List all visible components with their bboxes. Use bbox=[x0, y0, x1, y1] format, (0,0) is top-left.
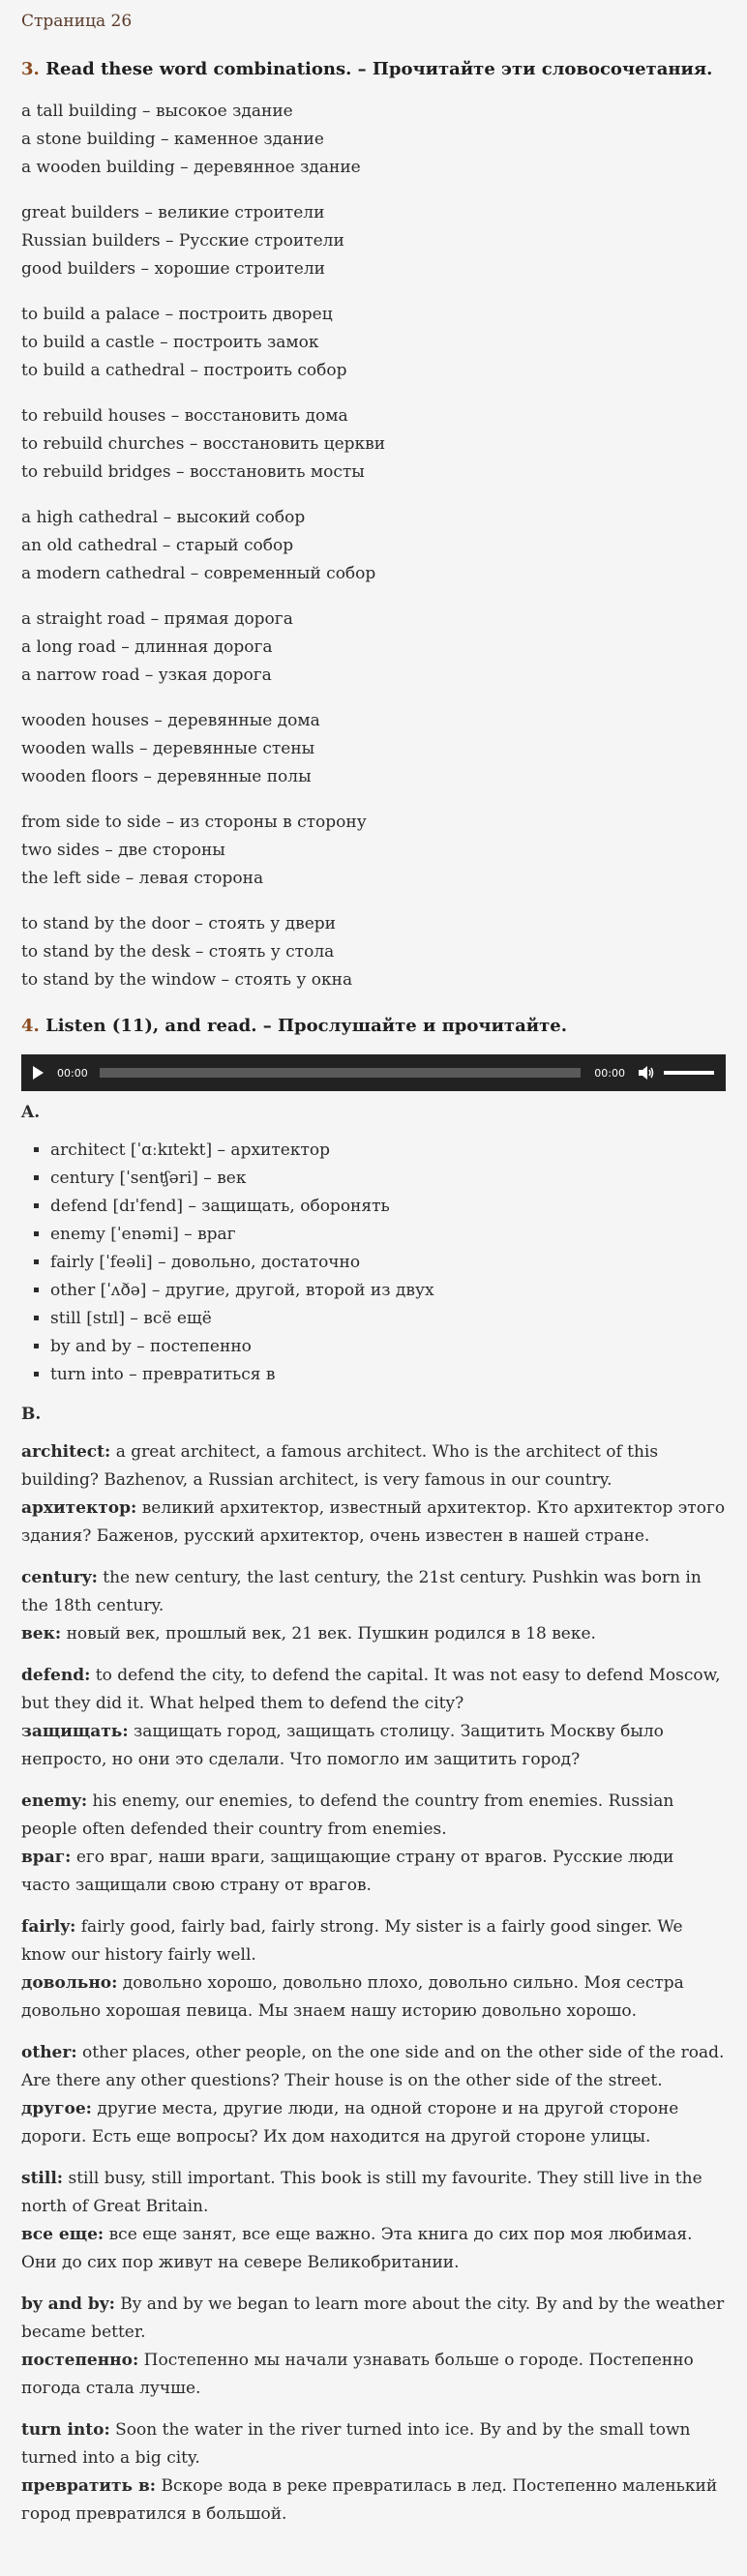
entry-text: By and by we began to learn more about the city. By and by the weather became better. bbox=[21, 2295, 725, 2342]
word-combination: to rebuild churches – восстановить церкви bbox=[21, 434, 386, 454]
entry-term: век: bbox=[21, 1624, 62, 1643]
word-combination: a modern cathedral – современный собор bbox=[21, 564, 376, 583]
russian-example bbox=[21, 1620, 726, 1648]
page-label: Страница 26 bbox=[21, 12, 133, 31]
vocabulary-entry bbox=[21, 1913, 726, 2026]
entry-text: все еще занят, все еще важно. Эта книга до сих пор моя любимая. Они до сих пор живут на севере Великобритании. bbox=[21, 2225, 693, 2272]
entry-text: fairly good, fairly bad, fairly strong. My sister is a fairly good singer. We know our history fairly well. bbox=[21, 1917, 683, 1965]
part-b-label: B. bbox=[21, 1405, 42, 1424]
entry-text: великий архитектор, известный архитектор. Кто архитектор этого здания? Баженов, русский архитектор, очень известен в нашей стране. bbox=[21, 1498, 726, 1546]
word-combination: two sides – две стороны bbox=[21, 841, 225, 860]
word-group bbox=[21, 199, 726, 283]
entry-text: to defend the city, to defend the capital. It was not easy to defend Moscow, but they did it. What helped them to defend the city? bbox=[21, 1666, 721, 1713]
entry-text: the new century, the last century, the 21st century. Pushkin was born in the 18th century. bbox=[21, 1568, 702, 1615]
vocabulary-entry bbox=[21, 1438, 726, 1551]
entry-term: architect: bbox=[21, 1442, 111, 1462]
word-combination: wooden floors – деревянные полы bbox=[21, 767, 312, 786]
entry-text: его враг, наши враги, защищающие страну от врагов. Русские люди часто защищали свою страну от врагов. bbox=[21, 1848, 674, 1895]
entry-term: enemy: bbox=[21, 1791, 88, 1811]
vocabulary-entry bbox=[21, 2165, 726, 2277]
word-combination: the left side – левая сторона bbox=[21, 869, 264, 888]
word-combination: to stand by the desk – стоять у стола bbox=[21, 942, 335, 962]
word-group bbox=[21, 402, 726, 487]
word-group bbox=[21, 707, 726, 791]
progress-slider[interactable] bbox=[100, 1068, 582, 1078]
entry-text: довольно хорошо, довольно плохо, довольно сильно. Моя сестра довольно хорошая певица. Мы знаем нашу историю довольно хорошо. bbox=[21, 1973, 684, 2021]
entry-text: a great architect, a famous architect. Who is the architect of this building? Bazhenov, a Russian architect, is very famous in our country. bbox=[21, 1442, 659, 1490]
word-combination: to build a castle – построить замок bbox=[21, 333, 319, 352]
word-combination: a narrow road – узкая дорога bbox=[21, 666, 272, 685]
word-combination: to stand by the door – стоять у двери bbox=[21, 914, 336, 933]
entry-term: by and by: bbox=[21, 2295, 115, 2314]
word-combination: great builders – великие строители bbox=[21, 203, 325, 222]
entry-term: довольно: bbox=[21, 1973, 118, 1993]
vocabulary-entry bbox=[21, 2039, 726, 2151]
word-combination: a tall building – высокое здание bbox=[21, 102, 293, 121]
entry-text: новый век, прошлый век, 21 век. Пушкин родился в 18 веке. bbox=[61, 1624, 596, 1643]
word-group bbox=[21, 606, 726, 690]
word-combination: wooden houses – деревянные дома bbox=[21, 711, 320, 730]
entry-term: архитектор: bbox=[21, 1498, 137, 1518]
section-3-heading bbox=[21, 55, 726, 84]
list-item: ▪ defend [dɪˈfend] – защищать, оборонять bbox=[50, 1193, 726, 1221]
entry-text: his enemy, our enemies, to defend the country from enemies. Russian people often defended their country from enemies. bbox=[21, 1791, 674, 1839]
entry-term: превратить в: bbox=[21, 2476, 157, 2496]
word-combination: good builders – хорошие строители bbox=[21, 259, 325, 279]
list-item: ▪ architect [ˈɑːkɪtekt] – архитектор bbox=[50, 1137, 726, 1165]
audio-player bbox=[21, 1054, 726, 1091]
entry-text: Постепенно мы начали узнавать больше о городе. Постепенно погода стала лучше. bbox=[21, 2351, 694, 2398]
english-example bbox=[21, 1438, 726, 1495]
word-combination: wooden walls – деревянные стены bbox=[21, 739, 315, 758]
word-combination: a wooden building – деревянное здание bbox=[21, 158, 361, 177]
entry-term: still: bbox=[21, 2169, 64, 2188]
play-icon[interactable] bbox=[33, 1066, 44, 1080]
volume-icon[interactable] bbox=[639, 1066, 654, 1080]
word-combination: to build a palace – построить дворец bbox=[21, 305, 333, 324]
entry-text: still busy, still important. This book is still my favourite. They still live in the north of Great Britain. bbox=[21, 2169, 702, 2216]
english-example bbox=[21, 1788, 726, 1844]
entry-term: defend: bbox=[21, 1666, 91, 1685]
section-title: Listen (11), and read. – Прослушайте и прочитайте. bbox=[39, 1016, 567, 1036]
word-combination: a high cathedral – высокий собор bbox=[21, 508, 306, 527]
entry-term: постепенно: bbox=[21, 2351, 139, 2370]
vocabulary-entry bbox=[21, 2416, 726, 2529]
entry-term: century: bbox=[21, 1568, 98, 1587]
vocabulary-entry bbox=[21, 1564, 726, 1648]
volume-slider[interactable] bbox=[664, 1071, 714, 1075]
list-item: ▪ turn into – превратиться в bbox=[50, 1361, 726, 1389]
list-item: ▪ still [stɪl] – всё ещё bbox=[50, 1305, 726, 1333]
part-a-label: A. bbox=[21, 1103, 41, 1122]
russian-example bbox=[21, 1495, 726, 1551]
vocabulary-list bbox=[21, 1137, 726, 1389]
section-number: 4. bbox=[21, 1016, 40, 1036]
english-example bbox=[21, 1913, 726, 1969]
word-combination: to stand by the window – стоять у окна bbox=[21, 970, 353, 990]
entry-term: все еще: bbox=[21, 2225, 105, 2244]
entry-text: Вскоре вода в реке превратилась в лед. Постепенно маленький город превратился в большой. bbox=[21, 2476, 718, 2524]
english-example bbox=[21, 2165, 726, 2221]
vocabulary-entry bbox=[21, 1662, 726, 1774]
list-item: ▪ enemy [ˈenəmi] – враг bbox=[50, 1221, 726, 1249]
word-group bbox=[21, 910, 726, 994]
english-example bbox=[21, 2416, 726, 2472]
list-item: ▪ century [ˈsenʧəri] – век bbox=[50, 1165, 726, 1193]
word-combination-groups bbox=[21, 98, 726, 994]
word-combination: to build a cathedral – построить собор bbox=[21, 361, 347, 380]
vocabulary-entry bbox=[21, 2291, 726, 2403]
word-combination: a straight road – прямая дорога bbox=[21, 609, 293, 629]
russian-example bbox=[21, 2347, 726, 2403]
russian-example bbox=[21, 1718, 726, 1774]
entry-term: другое: bbox=[21, 2099, 92, 2118]
word-group bbox=[21, 301, 726, 385]
word-group bbox=[21, 504, 726, 588]
word-combination: an old cathedral – старый собор bbox=[21, 536, 294, 555]
entry-term: защищать: bbox=[21, 1722, 129, 1741]
russian-example bbox=[21, 1969, 726, 2026]
english-example bbox=[21, 1662, 726, 1718]
list-item: ▪ by and by – постепенно bbox=[50, 1333, 726, 1361]
word-combination: to rebuild bridges – восстановить мосты bbox=[21, 462, 365, 482]
entry-term: fairly: bbox=[21, 1917, 76, 1937]
russian-example bbox=[21, 2472, 726, 2529]
russian-example bbox=[21, 2221, 726, 2277]
entry-text: Soon the water in the river turned into ice. By and by the small town turned into a big city. bbox=[21, 2420, 691, 2468]
word-group bbox=[21, 809, 726, 893]
word-group bbox=[21, 98, 726, 182]
list-item: ▪ other [ˈʌðə] – другие, другой, второй из двух bbox=[50, 1277, 726, 1305]
english-example bbox=[21, 2039, 726, 2095]
russian-example bbox=[21, 2095, 726, 2151]
english-example bbox=[21, 1564, 726, 1620]
word-combination: a stone building – каменное здание bbox=[21, 130, 324, 149]
section-number: 3. bbox=[21, 59, 40, 79]
word-combination: to rebuild houses – восстановить дома bbox=[21, 406, 348, 426]
english-example bbox=[21, 2291, 726, 2347]
entry-text: other places, other people, on the one side and on the other side of the road. Are there any other questions? Their house is on the other side of the street. bbox=[21, 2043, 725, 2090]
current-time: 00:00 bbox=[57, 1066, 88, 1080]
vocabulary-entry bbox=[21, 1788, 726, 1900]
entry-term: враг: bbox=[21, 1848, 72, 1867]
word-combination: Russian builders – Русские строители bbox=[21, 231, 344, 251]
entry-text: защищать город, защищать столицу. Защитить Москву было непросто, но они это сделали. Что помогло им защитить город? bbox=[21, 1722, 664, 1769]
entry-term: other: bbox=[21, 2043, 77, 2062]
word-combination: from side to side – из стороны в сторону bbox=[21, 813, 367, 832]
entry-term: turn into: bbox=[21, 2420, 110, 2440]
section-title: Read these word combinations. – Прочитайте эти словосочетания. bbox=[39, 59, 713, 79]
list-item: ▪ fairly [ˈfeəli] – довольно, достаточно bbox=[50, 1249, 726, 1277]
word-combination: a long road – длинная дорога bbox=[21, 637, 273, 657]
section-4-heading bbox=[21, 1012, 726, 1041]
russian-example bbox=[21, 1844, 726, 1900]
duration: 00:00 bbox=[594, 1066, 625, 1080]
vocabulary-entries bbox=[21, 1438, 726, 2529]
entry-text: другие места, другие люди, на одной стороне и на другой стороне дороги. Есть еще вопросы? Их дом находится на другой стороне улицы. bbox=[21, 2099, 679, 2147]
